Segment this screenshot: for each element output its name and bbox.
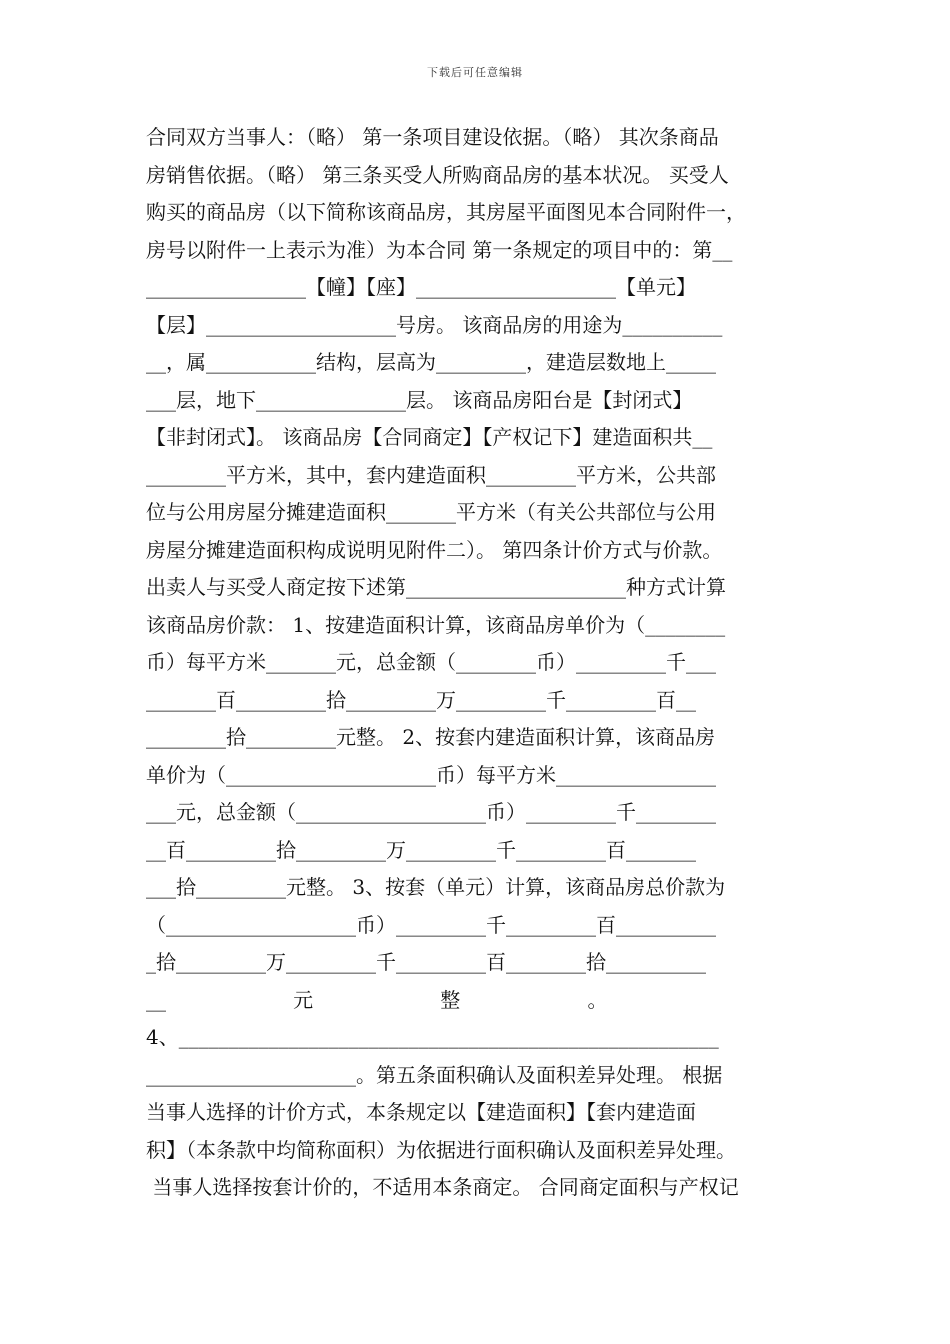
contract-text-line: 积】（本条款中均简称面积）为依据进行面积确认及面积差异处理。 <box>146 1137 736 1162</box>
contract-text-line: 当事人选择按套计价的，不适用本条商定。 合同商定面积与产权记 <box>146 1175 739 1199</box>
contract-text-line: 单价为（_____________________币）每平方米________________ <box>146 762 716 787</box>
contract-text-line: 购买的商品房（以下简称该商品房，其房屋平面图见本合同附件一， <box>146 200 746 224</box>
contract-text-line: __，属___________结构，层高为_________，建造层数地上_____ <box>146 350 716 374</box>
contract-text-line: ________平方米，其中，套内建造面积_________平方米，公共部 <box>146 462 716 487</box>
contract-text-line: ___拾_________元整。 3、按套（单元）计算，该商品房总价款为 <box>146 875 726 899</box>
contract-text-line: ________拾_________元整。 2、按套内建造面积计算，该商品房 <box>146 725 716 749</box>
contract-text-line: 合同双方当事人：（略） 第一条项目建设依据。（略） 其次条商品 <box>146 125 719 149</box>
contract-text-line: 房销售依据。（略） 第三条买受人所购商品房的基本状况。 买受人 <box>146 162 729 187</box>
contract-text-line: 位与公用房屋分摊建造面积_______平方米（有关公共部位与公用 <box>146 500 716 524</box>
contract-text-line: 房屋分摊建造面积构成说明见附件二）。 第四条计价方式与价款。 <box>146 537 723 562</box>
contract-text-line: ________________【幢】【座】____________________【单元】 <box>146 275 696 299</box>
contract-text-line: 【非封闭式】。 该商品房【合同商定】【产权记下】建造面积共__ <box>146 425 713 449</box>
contract-text-line: （___________________币）_________千_________百__________ <box>146 912 716 937</box>
contract-text-line: 当事人选择的计价方式，本条规定以【建造面积】【套内建造面 <box>146 1100 696 1124</box>
contract-text-line: 出卖人与买受人商定按下述第______________________种方式计算 <box>146 575 726 599</box>
contract-text-line: _拾_________万_________千_________百________拾__________ <box>146 950 706 974</box>
contract-text-line: __百_________拾_________万_________千_________百_______ <box>146 837 696 862</box>
page-header: 下载后可任意编辑 <box>427 66 523 79</box>
contract-text-line: _____________________。第五条面积确认及面积差异处理。 根据 <box>146 1062 723 1087</box>
contract-text-line: 房号以附件一上表示为准）为本合同 第一条规定的项目中的：第__ <box>146 237 733 262</box>
contract-text-line: _______百_________拾_________万_________千_________百__ <box>146 687 696 712</box>
contract-text-line: ___层，地下_______________层。 该商品房阳台是【封闭式】 <box>146 387 693 412</box>
contract-text-line: 币）每平方米_______元，总金额（________币）_________千___ <box>146 650 716 674</box>
contract-text-line: 该商品房价款： 1、按建造面积计算，该商品房单价为（________ <box>146 612 726 637</box>
contract-text-line: ___元，总金额（___________________币）_________千________ <box>146 800 716 824</box>
contract-body <box>146 119 808 1207</box>
contract-text-line: 4、______________________________________________________ <box>146 1025 719 1049</box>
contract-text-line: 【层】___________________号房。 该商品房的用途为__________ <box>146 312 723 337</box>
contract-text-line: __ 元 整 。 <box>146 987 608 1012</box>
